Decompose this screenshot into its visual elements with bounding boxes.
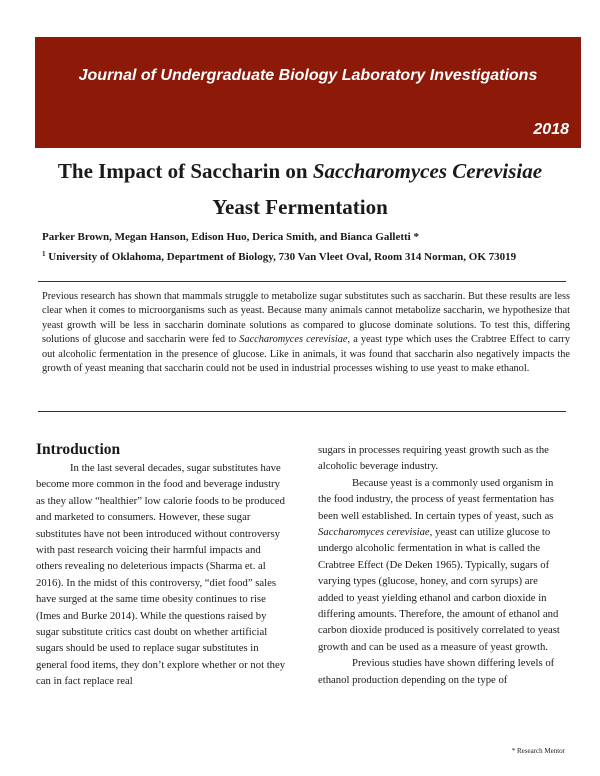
intro-paragraph-1: In the last several decades, sugar substitutes have become more common in the food and beverage industry as they allow “healthier” low calorie foods to be produced and marketed to consumers. However, these sugar substitutes have not been introduced without controversy with past research voicing their harmful impacts and others revealing no deleterious impacts (Sharma et. al 2016). In the midst of this controversy, “diet food” sales have surged at the same time obesity continues to rise (Imes and Burke 2014). While the questions raised by sugar substitute critics cast doubt on whether artificial sugars should be used to replace sugar substitutes in general food items, they don’t explore whether or not they can in fact replace real bbox=[36, 462, 286, 688]
intro-paragraph-2 bbox=[318, 475, 564, 655]
left-column bbox=[36, 460, 286, 690]
right-column bbox=[318, 442, 564, 688]
p2-species: Saccharomyces cerevisiae bbox=[318, 526, 430, 539]
affiliation bbox=[42, 250, 516, 263]
intro-paragraph-1-continued: sugars in processes requiring yeast growth such as the alcoholic beverage industry. bbox=[318, 444, 549, 473]
journal-banner bbox=[35, 37, 581, 148]
affiliation-marker: 1 bbox=[42, 250, 46, 258]
title-species: Saccharomyces Cerevisiae bbox=[312, 159, 543, 183]
abstract bbox=[42, 290, 570, 376]
p2-text-a: Because yeast is a commonly used organism in the food industry, the process of yeast fermentation has been well established. In certain types of yeast, such as bbox=[318, 476, 554, 522]
introduction-heading: Introduction bbox=[36, 441, 121, 458]
p2-text-b: , yeast can utilize glucose to undergo alcoholic fermentation in what is called the Crabtree Effect (De Deken 1965). Typically, sugars of varying types (glucose, honey, and corn syrups) are added to yeast yielding ethanol and carbon dioxide in differing amounts. Therefore, the amount of ethanol and carbon dioxide produced is positively correlated to yeast growth and can be used as a measure of yeast growth. bbox=[318, 526, 560, 653]
abstract-text-2: , a yeast type which uses the Crabtree Effect to carry out alcoholic fermentation in the presence of glucose. Like in animals, it was found that saccharin also negatively impacts the growth of yeast meaning that saccharin could not be used in industrial processes wishing to use yeast to make ethanol. bbox=[42, 334, 570, 375]
abstract-top-divider bbox=[38, 281, 566, 282]
journal-year: 2018 bbox=[533, 121, 569, 138]
paper-title-line2: Yeast Fermentation bbox=[212, 195, 388, 219]
journal-name: Journal of Undergraduate Biology Laboratory Investigations bbox=[78, 67, 538, 84]
affiliation-text: University of Oklahoma, Department of Biology, 730 Van Vleet Oval, Room 314 Norman, OK 73019 bbox=[45, 251, 517, 263]
intro-paragraph-3: Previous studies have shown differing levels of ethanol production depending on the type of bbox=[318, 657, 555, 686]
paper-title-line1 bbox=[0, 156, 600, 187]
abstract-text-1: Previous research has shown that mammals struggle to metabolize sugar substitutes such as saccharin. But these results are less clear when it comes to microorganisms such as yeast. Because many animals cannot metabolize saccharin, we hypothesize that yeast growth will be less in saccharin dominate solutions as compared to glucose dominate solutions. To test this, differing solutions of glucose and saccharin were fed to bbox=[42, 291, 570, 346]
abstract-species: Saccharomyces cerevisiae bbox=[239, 334, 348, 346]
abstract-bottom-divider bbox=[38, 411, 566, 412]
research-mentor-footnote: * Research Mentor bbox=[511, 747, 565, 755]
title-text: The Impact of Saccharin on bbox=[57, 159, 313, 183]
author-list: Parker Brown, Megan Hanson, Edison Huo, Derica Smith, and Bianca Galletti * bbox=[42, 231, 419, 243]
